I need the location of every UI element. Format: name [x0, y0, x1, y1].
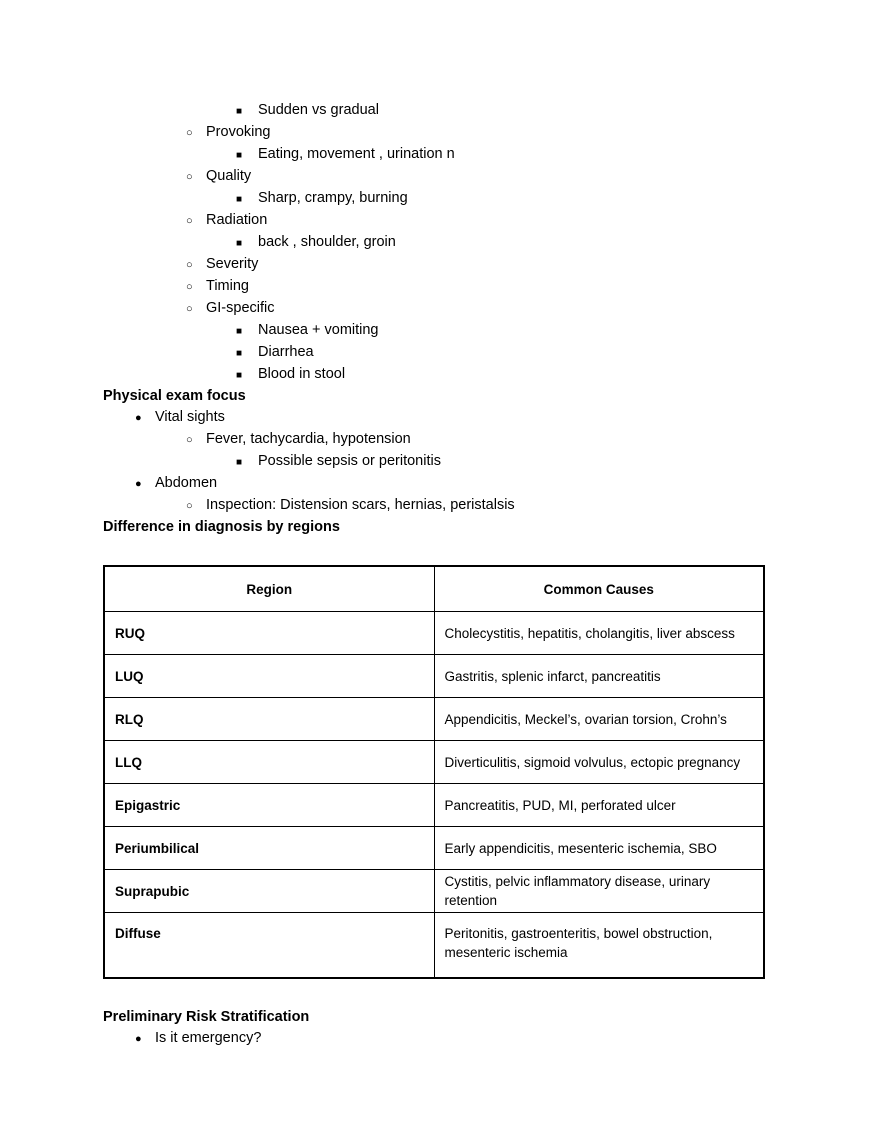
list-item-is-it-emergency: [103, 1028, 783, 1050]
heading-physical-exam-focus: Physical exam focus: [103, 388, 246, 404]
list-item-label: Vital sights: [155, 409, 225, 425]
list-item-vital-sights: [103, 407, 783, 429]
bullet-marker-icon: ●: [135, 1032, 142, 1045]
table-header-row: [104, 566, 764, 612]
bullet-marker-icon: ■: [236, 150, 243, 161]
bullet-marker-icon: ○: [186, 259, 193, 271]
list-item-provoking: [103, 122, 783, 144]
table-cell-region: LUQ: [104, 655, 434, 698]
list-item-severity: [103, 254, 783, 276]
list-item-gi-specific: [103, 298, 783, 320]
table-cell-region: Periumbilical: [104, 827, 434, 870]
table-row: [104, 698, 764, 741]
list-item-eating-movement-urination-n: [103, 144, 783, 166]
list-item-label: Is it emergency?: [155, 1029, 262, 1046]
table-row: [104, 827, 764, 870]
regions-table-wrap: [103, 565, 783, 979]
outline-risk: [103, 1028, 783, 1050]
outline-physical-exam: [103, 407, 783, 517]
list-item-radiation: [103, 210, 783, 232]
regions-table-head: [104, 566, 764, 612]
list-item-nausea-vomiting: [103, 320, 783, 342]
table-cell-common-causes: Appendicitis, Meckel’s, ovarian torsion, Crohn’s: [434, 698, 764, 741]
bullet-marker-icon: ○: [186, 281, 193, 293]
bullet-marker-icon: ●: [135, 478, 142, 490]
regions-table-body: [104, 612, 764, 978]
list-item-label: Nausea + vomiting: [258, 322, 379, 338]
outline-top: [103, 100, 783, 386]
regions-table: [103, 565, 765, 979]
list-item-label: Timing: [206, 278, 249, 294]
table-cell-region: Suprapubic: [104, 870, 434, 913]
table-row: [104, 784, 764, 827]
table-cell-common-causes: Peritonitis, gastroenteritis, bowel obstruction, mesenteric ischemia: [434, 913, 764, 978]
heading-preliminary-risk-stratification: Preliminary Risk Stratification: [103, 1008, 310, 1025]
table-cell-common-causes: Pancreatitis, PUD, MI, perforated ulcer: [434, 784, 764, 827]
list-item-label: Abdomen: [155, 475, 218, 491]
bullet-marker-icon: ■: [236, 194, 243, 205]
list-item-label: Fever, tachycardia, hypotension: [206, 431, 411, 447]
bullet-marker-icon: ○: [186, 303, 193, 315]
list-item-quality: [103, 166, 783, 188]
list-item-label: Inspection: Distension scars, hernias, peristalsis: [206, 497, 515, 513]
table-cell-common-causes: Cystitis, pelvic inflammatory disease, urinary retention: [434, 870, 764, 913]
table-row: [104, 741, 764, 784]
list-item-label: GI-specific: [206, 300, 275, 316]
table-cell-region: Diffuse: [104, 913, 434, 978]
table-cell-common-causes: Diverticulitis, sigmoid volvulus, ectopic pregnancy: [434, 741, 764, 784]
list-item-label: Radiation: [206, 212, 268, 228]
table-cell-region: Epigastric: [104, 784, 434, 827]
table-cell-region: RLQ: [104, 698, 434, 741]
bullet-marker-icon: ○: [186, 171, 193, 183]
list-item-possible-sepsis-or-peritonitis: [103, 451, 783, 473]
bullet-marker-icon: ■: [236, 348, 243, 359]
list-item-abdomen: [103, 473, 783, 495]
list-item-fever-tachycardia-hypotension: [103, 429, 783, 451]
bullet-marker-icon: ■: [236, 106, 243, 117]
list-item-sharp-crampy-burning: [103, 188, 783, 210]
bullet-marker-icon: ●: [135, 412, 142, 424]
table-cell-region: LLQ: [104, 741, 434, 784]
table-cell-common-causes: Gastritis, splenic infarct, pancreatitis: [434, 655, 764, 698]
list-item-sudden-vs-gradual: [103, 100, 783, 122]
table-cell-common-causes: Cholecystitis, hepatitis, cholangitis, liver abscess: [434, 612, 764, 655]
heading-difference-in-diagnosis-by-regions: Difference in diagnosis by regions: [103, 519, 340, 535]
bullet-marker-icon: ○: [186, 434, 193, 446]
list-item-diarrhea: [103, 342, 783, 364]
list-item-label: Quality: [206, 168, 252, 184]
table-row: [104, 913, 764, 978]
table-cell-region: RUQ: [104, 612, 434, 655]
list-item-label: Eating, movement , urination n: [258, 146, 455, 162]
bullet-marker-icon: ■: [236, 326, 243, 337]
column-header-region: Region: [104, 566, 434, 612]
table-row: [104, 870, 764, 913]
table-row: [104, 655, 764, 698]
list-item-label: Sharp, crampy, burning: [258, 190, 408, 206]
list-item-blood-in-stool: [103, 364, 783, 386]
list-item-inspection-distension-scars-hernias-peri: [103, 495, 783, 517]
list-item-label: Possible sepsis or peritonitis: [258, 453, 441, 469]
list-item-label: Blood in stool: [258, 366, 346, 382]
bullet-marker-icon: ■: [236, 238, 243, 249]
list-item-label: Provoking: [206, 124, 271, 140]
bullet-marker-icon: ○: [186, 215, 193, 227]
list-item-timing: [103, 276, 783, 298]
bullet-marker-icon: ○: [186, 500, 193, 512]
bullet-marker-icon: ■: [236, 370, 243, 381]
list-item-label: Severity: [206, 256, 259, 272]
page-content: [103, 100, 783, 1050]
list-item-label: Sudden vs gradual: [258, 102, 379, 118]
list-item-back-shoulder-groin: [103, 232, 783, 254]
list-item-label: Diarrhea: [258, 344, 314, 360]
table-row: [104, 612, 764, 655]
list-item-label: back , shoulder, groin: [258, 234, 396, 250]
bullet-marker-icon: ○: [186, 127, 193, 139]
bullet-marker-icon: ■: [236, 457, 243, 468]
column-header-common-causes: Common Causes: [434, 566, 764, 612]
table-cell-common-causes: Early appendicitis, mesenteric ischemia, SBO: [434, 827, 764, 870]
